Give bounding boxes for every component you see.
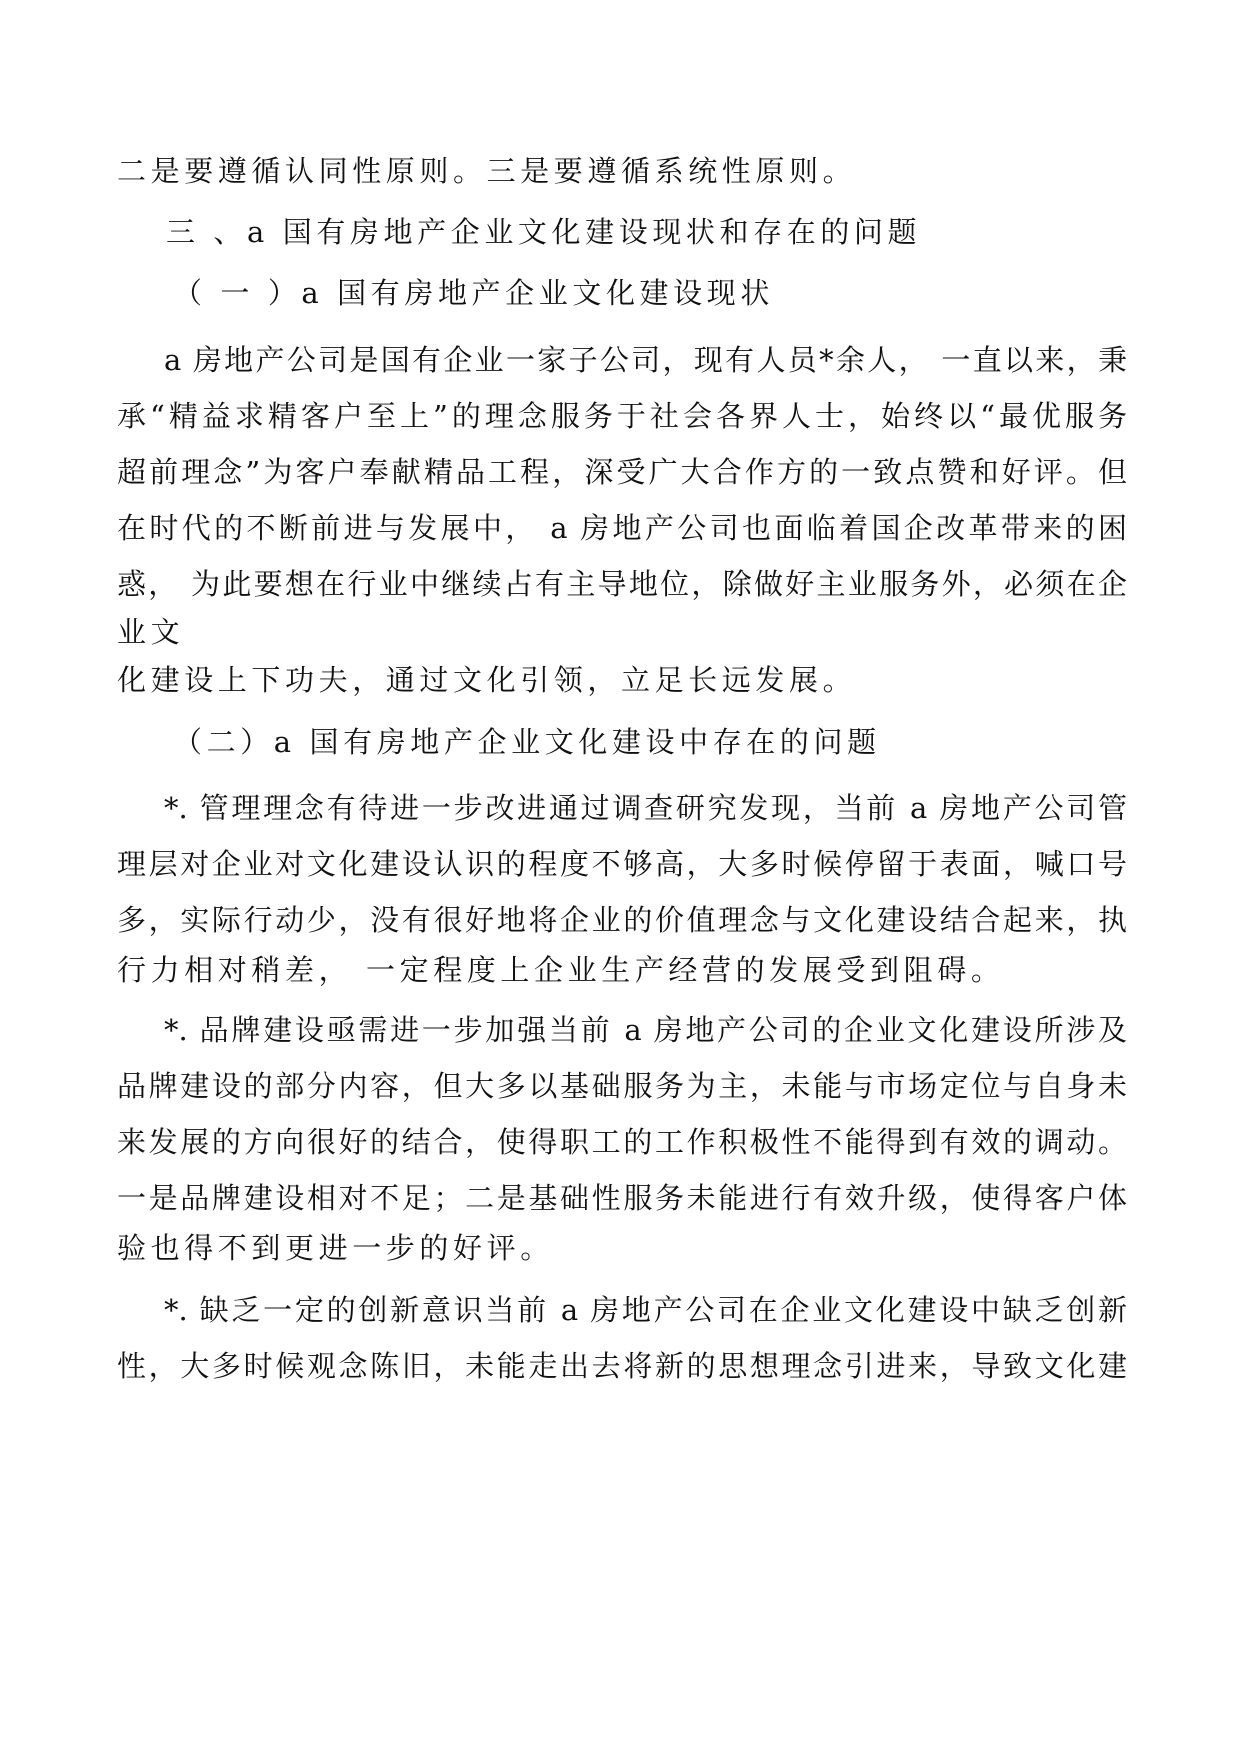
- item-1-line-4: 行力相对稍差， 一定程度上企业生产经营的发展受到阻碍。: [117, 953, 1005, 987]
- item-3-line-2: 性，大多时候观念陈旧，未能走出去将新的思想理念引进来，导致文化建: [117, 1349, 1127, 1383]
- item-1-line-2: 理层对企业对文化建设认识的程度不够高，大多时候停留于表面，喊口号: [117, 847, 1127, 881]
- paragraph-line-4: 在时代的不断前进与发展中， a 房地产公司也面临着国企改革带来的困: [117, 511, 1127, 545]
- text-line-1: 二是要遵循认同性原则。三是要遵循系统性原则。: [117, 154, 857, 188]
- subsection-heading-1: （ 一 ）a 国有房地产企业文化建设现状: [173, 276, 774, 310]
- item-1-line-3: 多，实际行动少，没有很好地将企业的价值理念与文化建设结合起来，执: [117, 903, 1127, 937]
- paragraph-line-2: 承“精益求精客户至上”的理念服务于社会各界人士，始终以“最优服务: [117, 399, 1127, 433]
- section-heading-3: 三 、a 国有房地产企业文化建设现状和存在的问题: [166, 215, 922, 249]
- paragraph-line-3: 超前理念”为客户奉献精品工程，深受广大合作方的一致点赞和好评。但: [117, 455, 1127, 489]
- item-2-line-1: *. 品牌建设亟需进一步加强当前 a 房地产公司的企业文化建设所涉及: [164, 1013, 1127, 1047]
- item-2-line-4: 一是品牌建设相对不足；二是基础性服务未能进行有效升级，使得客户体: [117, 1181, 1127, 1215]
- subsection-heading-2: （二）a 国有房地产企业文化建设中存在的问题: [173, 725, 881, 759]
- item-2-line-2: 品牌建设的部分内容，但大多以基础服务为主，未能与市场定位与自身未: [117, 1069, 1127, 1103]
- item-3-line-1: *. 缺乏一定的创新意识当前 a 房地产公司在企业文化建设中缺乏创新: [164, 1293, 1127, 1327]
- item-2-line-3: 来发展的方向很好的结合，使得职工的工作积极性不能得到有效的调动。: [117, 1125, 1127, 1159]
- paragraph-line-7: 化建设上下功夫，通过文化引领，立足长远发展。: [117, 663, 857, 697]
- item-1-line-1: *. 管理理念有待进一步改进通过调查研究发现，当前 a 房地产公司管: [164, 791, 1127, 825]
- paragraph-line-1: a 房地产公司是国有企业一家子公司，现有人员*余人， 一直以来，秉: [164, 343, 1127, 377]
- item-2-line-5: 验也得不到更进一步的好评。: [117, 1231, 554, 1265]
- paragraph-line-5: 惑， 为此要想在行业中继续占有主导地位，除做好主业服务外，必须在企: [117, 567, 1127, 601]
- paragraph-line-6: 业文: [117, 615, 185, 649]
